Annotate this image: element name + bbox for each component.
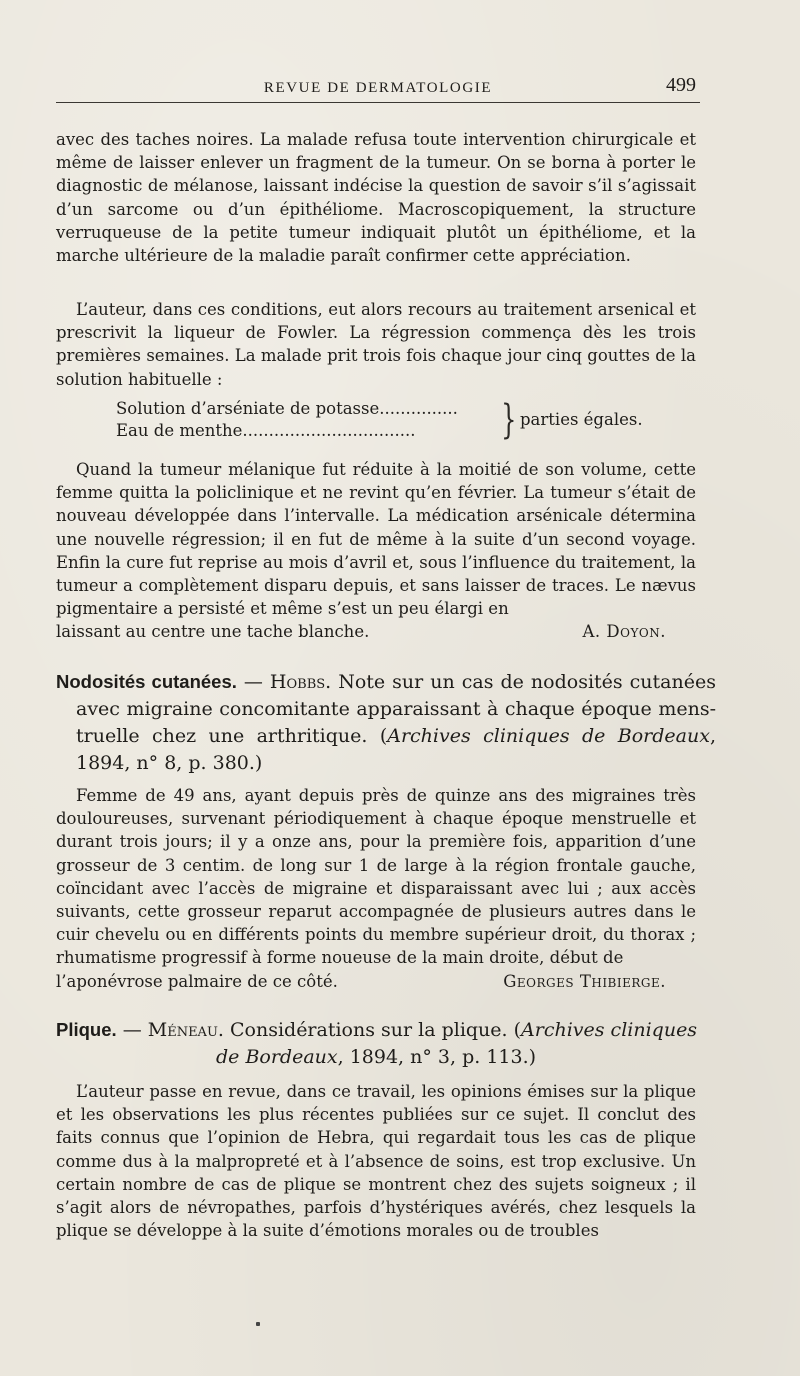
- running-title: REVUE DE DERMATOLOGIE: [263, 80, 493, 96]
- prescription-formula: [116, 398, 676, 446]
- case-report-last-line: l’aponévrose palmaire de ce côté.: [56, 971, 338, 991]
- rubric-nodosites: Nodosités cutanées.: [56, 671, 237, 692]
- heading-second-line: [76, 1044, 536, 1071]
- article-title-plique: . Considérations sur la plique. (: [217, 1019, 522, 1041]
- outcome-last-line: laissant au centre une tache blanche.: [56, 622, 370, 642]
- article-title-nodosites: . Note sur un cas de nodosités cutanées avec migraine concomitante apparaissant à chaque époque menstruelle chez une arthritique. (: [76, 671, 716, 747]
- source-journal: Archives cliniques de Bordeaux: [387, 725, 710, 747]
- case-report-text: Femme de 49 ans, ayant depuis près de quinze ans des migraines très douloureuses, survenant périodiquement à chaque époque menstruelle et durant trois jours; il y a onze ans, pour la première fois, apparition d’une grosseur de 3 centim. de long sur 1 de large à la région frontale gauche, coïncidant avec l’accès de migraine et disparaissant avec lui ; aux accès suivants, cette grosseur reparut accompagnée de plusieurs autres dans le cuir chevelu ou en différents points du membre supérieur droit, du thorax ; rhumatisme progressif à forme noueuse de la main droite, début de: [56, 786, 696, 968]
- source-reference-2: , 1894, n° 3, p. 113.): [337, 1046, 537, 1068]
- heading-dash-2: —: [116, 1019, 148, 1041]
- paragraph-treatment: L’auteur, dans ces conditions, eut alors recours au traitement arsenical et prescrivit la liqueur de Fowler. La régression commença dès les trois premières semaines. La malade prit trois fois chaque jour cinq gouttes de la solution habituelle :: [56, 300, 696, 389]
- author-hobbs: Hobbs: [269, 671, 326, 693]
- formula-ingredient-1: Solution d’arséniate de potasse...............: [116, 399, 458, 418]
- header-rule: [56, 102, 700, 103]
- author-meneau: Méneau: [147, 1019, 218, 1041]
- paragraph-plique-review: L’auteur passe en revue, dans ce travail, les opinions émises sur la plique et les observations les plus récentes publiées sur ce sujet. Il conclut des faits connus que l’opinion de Hebra, qui regardait tous les cas de plique comme dus à la malpropreté et à l’absence de soins, est trop exclusive. Un certain nombre de cas de plique se montrent chez des sujets soigneux ; il s’agit alors de névropathes, parfois d’hystériques avérés, chez lesquels la plique se développe à la suite d’émotions morales ou de troubles: [56, 1082, 696, 1241]
- outcome-text: Quand la tumeur mélanique fut réduite à la moitié de son volume, cette femme quitta la policlinique et ne revint qu’en février. La tumeur s’était de nouveau développée dans l’intervalle. La médication arsénicale détermina une nouvelle régression; il en fut de même à la suite d’un second voyage. Enfin la cure fut reprise au mois d’avril et, sous l’influence du traitement, la tumeur a complètement disparu depuis, et sans laisser de traces. Le nævus pigmentaire a persisté et même s’est un peu élargi en: [56, 460, 696, 619]
- source-journal-2b: de Bordeaux: [216, 1046, 338, 1068]
- source-reference: , 1894, n° 8, p. 380.): [76, 725, 716, 774]
- author-signature-doyon: A. Doyon.: [582, 622, 666, 642]
- formula-proportion: parties égales.: [520, 410, 643, 429]
- printing-speck: [256, 1322, 260, 1326]
- page-number: 499: [666, 74, 696, 96]
- article-heading-nodosites: [56, 668, 716, 777]
- page-header: [56, 74, 700, 104]
- article-heading-plique: [56, 1016, 716, 1071]
- paragraph-case-report: [56, 784, 696, 993]
- author-signature-thibierge: Georges Thibierge.: [503, 971, 666, 991]
- paragraph-continuation: avec des taches noires. La malade refusa toute intervention chirurgicale et même de laisser enlever un fragment de la tumeur. On se borna à porter le diagnostic de mélanose, laissant indécise la question de savoir s’il s’agissait d’un sarcome ou d’un épithéliome. Macroscopiquement, la structure verruqueuse de la petite tumeur indiquait plutôt un épithéliome, et la marche ultérieure de la maladie paraît confirmer cette appréciation.: [56, 130, 696, 266]
- rubric-plique: Plique.: [56, 1019, 117, 1040]
- source-journal-2a: Archives cliniques: [521, 1019, 698, 1041]
- signature-line: [56, 620, 696, 643]
- brace-glyph: }: [501, 397, 517, 443]
- paragraph-outcome: [56, 458, 696, 644]
- formula-ingredient-2: Eau de menthe.................................: [116, 421, 416, 440]
- signature-line-2: [56, 970, 696, 993]
- heading-dash: —: [236, 671, 270, 693]
